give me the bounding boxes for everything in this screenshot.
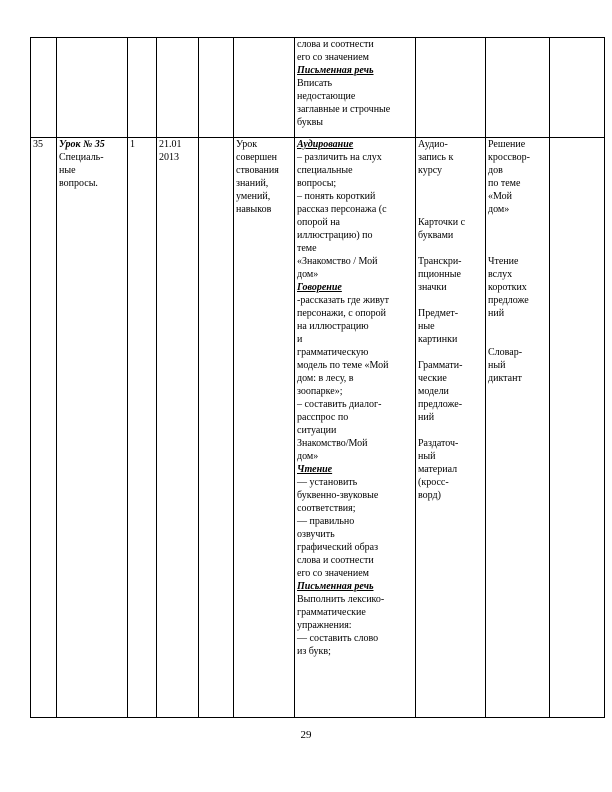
lesson-date: 21.01 2013 [159,139,182,164]
writing-text: Вписать недостающие заглавные и строчные буквы [297,78,391,128]
activity-line: его со значением [297,52,370,63]
control-item: Чтение вслух коротких предложе ний [488,256,529,320]
cell-hours [128,138,157,718]
material-item: Транскри- пционные значки [418,256,462,294]
writing-text: Выполнить лексико- грамматические упражнения: — составить слово из букв; [297,594,385,658]
cell-topic [57,38,128,138]
page-number: 29 [300,729,312,741]
control-item: Решение кроссвор- дов по теме «Мой дом» [488,139,530,216]
speaking-heading: Говорение [297,282,342,294]
lesson-type: Урок совершен ствования знаний, умений, навыков [236,139,279,216]
lesson-number: 35 [33,139,43,151]
table-row-lesson-35 [31,138,605,718]
cell-control [486,138,550,718]
table-row-continuation [31,38,605,138]
reading-heading: Чтение [297,464,333,476]
cell-date-plan [157,138,199,718]
cell-number [31,138,57,718]
cell-materials [416,38,486,138]
cell-control [486,38,550,138]
activity-line: слова и соотнести [297,39,374,50]
cell-activities [295,38,416,138]
lesson-topic: Специаль- ные вопросы. [59,152,104,190]
lesson-title: Урок № 35 [59,139,105,151]
material-item: Предмет- ные картинки [418,308,459,346]
material-item: Раздаточ- ный материал (кросс- ворд) [418,438,459,502]
listening-heading: Аудирование [297,139,354,151]
cell-date-fact [199,138,234,718]
cell-date-fact [199,38,234,138]
listening-text: – различить на слух специальные вопросы; – понять короткий рассказ персонажа (с опорой на иллюстрацию) по теме «Знакомство / Мой дом» [297,152,387,281]
cell-hours [128,38,157,138]
cell-lesson-type [234,138,295,718]
cell-lesson-type [234,38,295,138]
cell-notes [550,138,605,718]
cell-date-plan [157,38,199,138]
cell-activities [295,138,416,718]
writing-heading: Письменная речь [297,581,374,593]
cell-notes [550,38,605,138]
material-item: Карточки с буквами [418,217,466,242]
cell-number [31,38,57,138]
cell-topic [57,138,128,718]
speaking-text: -рассказать где живут персонажи, с опорой на иллюстрацию и грамматическую модель по теме «Мой дом: в лесу, в зоопарке»; – составить диалог- расспрос по ситуации Знакомство/Мой дом» [297,295,389,463]
writing-heading: Письменная речь [297,65,374,76]
material-item: Аудио- запись к курсу [418,139,454,177]
material-item: Граммати- ческие модели предложе- ний [418,360,463,424]
reading-text: — установить буквенно-звуковые соответствия; — правильно озвучить графический образ слова и соотнести его со значением [297,477,379,580]
control-item: Словар- ный диктант [488,347,523,385]
lesson-hours: 1 [130,139,135,151]
lesson-plan-table [30,37,605,718]
cell-materials [416,138,486,718]
